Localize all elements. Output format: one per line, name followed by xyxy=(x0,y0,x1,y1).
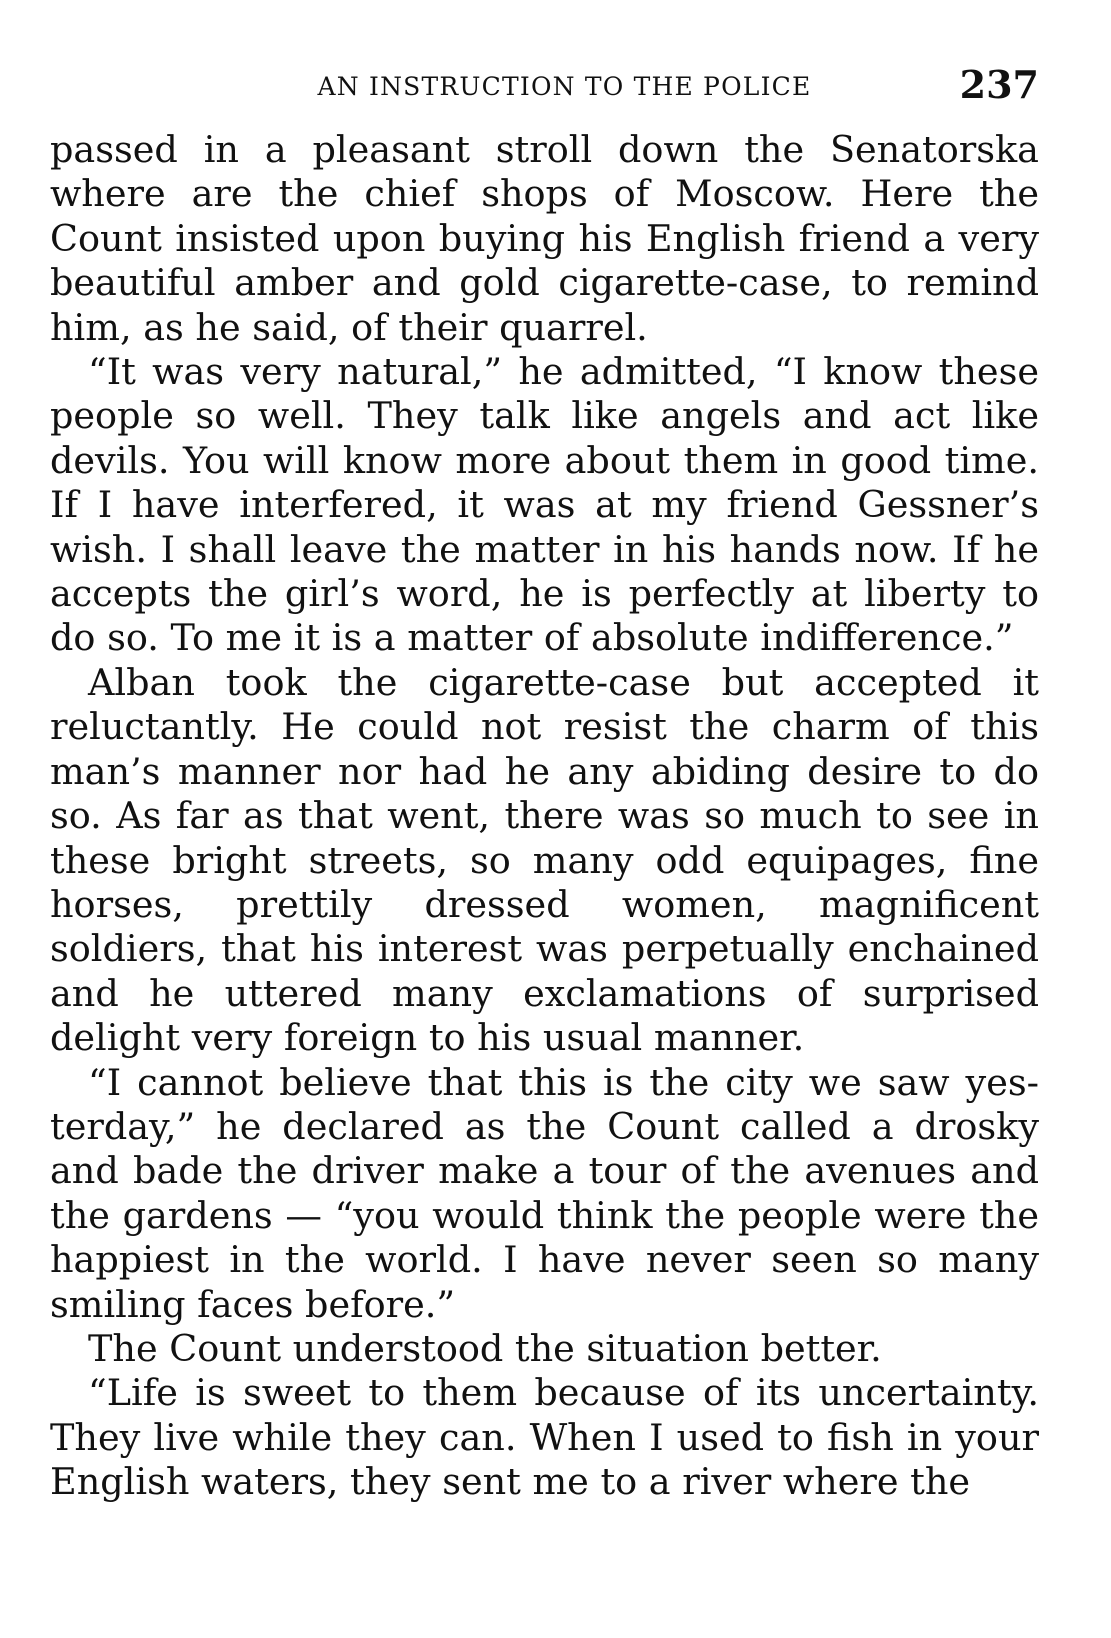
running-header xyxy=(50,62,1039,106)
paragraph: Alban took the cigarette-case but accepted it reluctantly. He could not resist the charm of this man’s manner nor had he any abiding desire to do so. As far as that went, there was so much to see in these bright streets, so many odd equipages, fine horses, prettily dressed women, magnificent soldiers, that his interest was perpetually enchained and he uttered many exclamations of surprised delight very foreign to his usual manner. xyxy=(50,660,1039,1060)
page-number: 237 xyxy=(959,62,1039,107)
paragraph: passed in a pleasant stroll down the Senatorska where are the chief shops of Moscow. Here the Count insisted upon buying his English friend a very beautiful amber and gold cigarette-case, to remind him, as he said, of their quarrel. xyxy=(50,128,1039,349)
running-title: AN INSTRUCTION TO THE POLICE xyxy=(317,72,812,101)
paragraph: “It was very natural,” he admitted, “I know these people so well. They talk like angels and act like devils. You will know more about them in good time. If I have interfered, it was at my friend Gessner’s wish. I shall leave the matter in his hands now. If he accepts the girl’s word, he is perfectly at liberty to do so. To me it is a matter of absolute indifference.” xyxy=(50,350,1039,660)
paragraph: “Life is sweet to them because of its uncertainty. They live while they can. When I used to fish in your English waters, they sent me to a river where the xyxy=(50,1371,1039,1504)
page-body xyxy=(50,128,1039,1505)
paragraph: “I cannot believe that this is the city we saw yesterday,” he declared as the Count called a drosky and bade the driver make a tour of the avenues and the gardens — “you would think the people were the happiest in the world. I have never seen so many smiling faces before.” xyxy=(50,1060,1039,1326)
paragraph: The Count understood the situation better. xyxy=(88,1326,882,1370)
